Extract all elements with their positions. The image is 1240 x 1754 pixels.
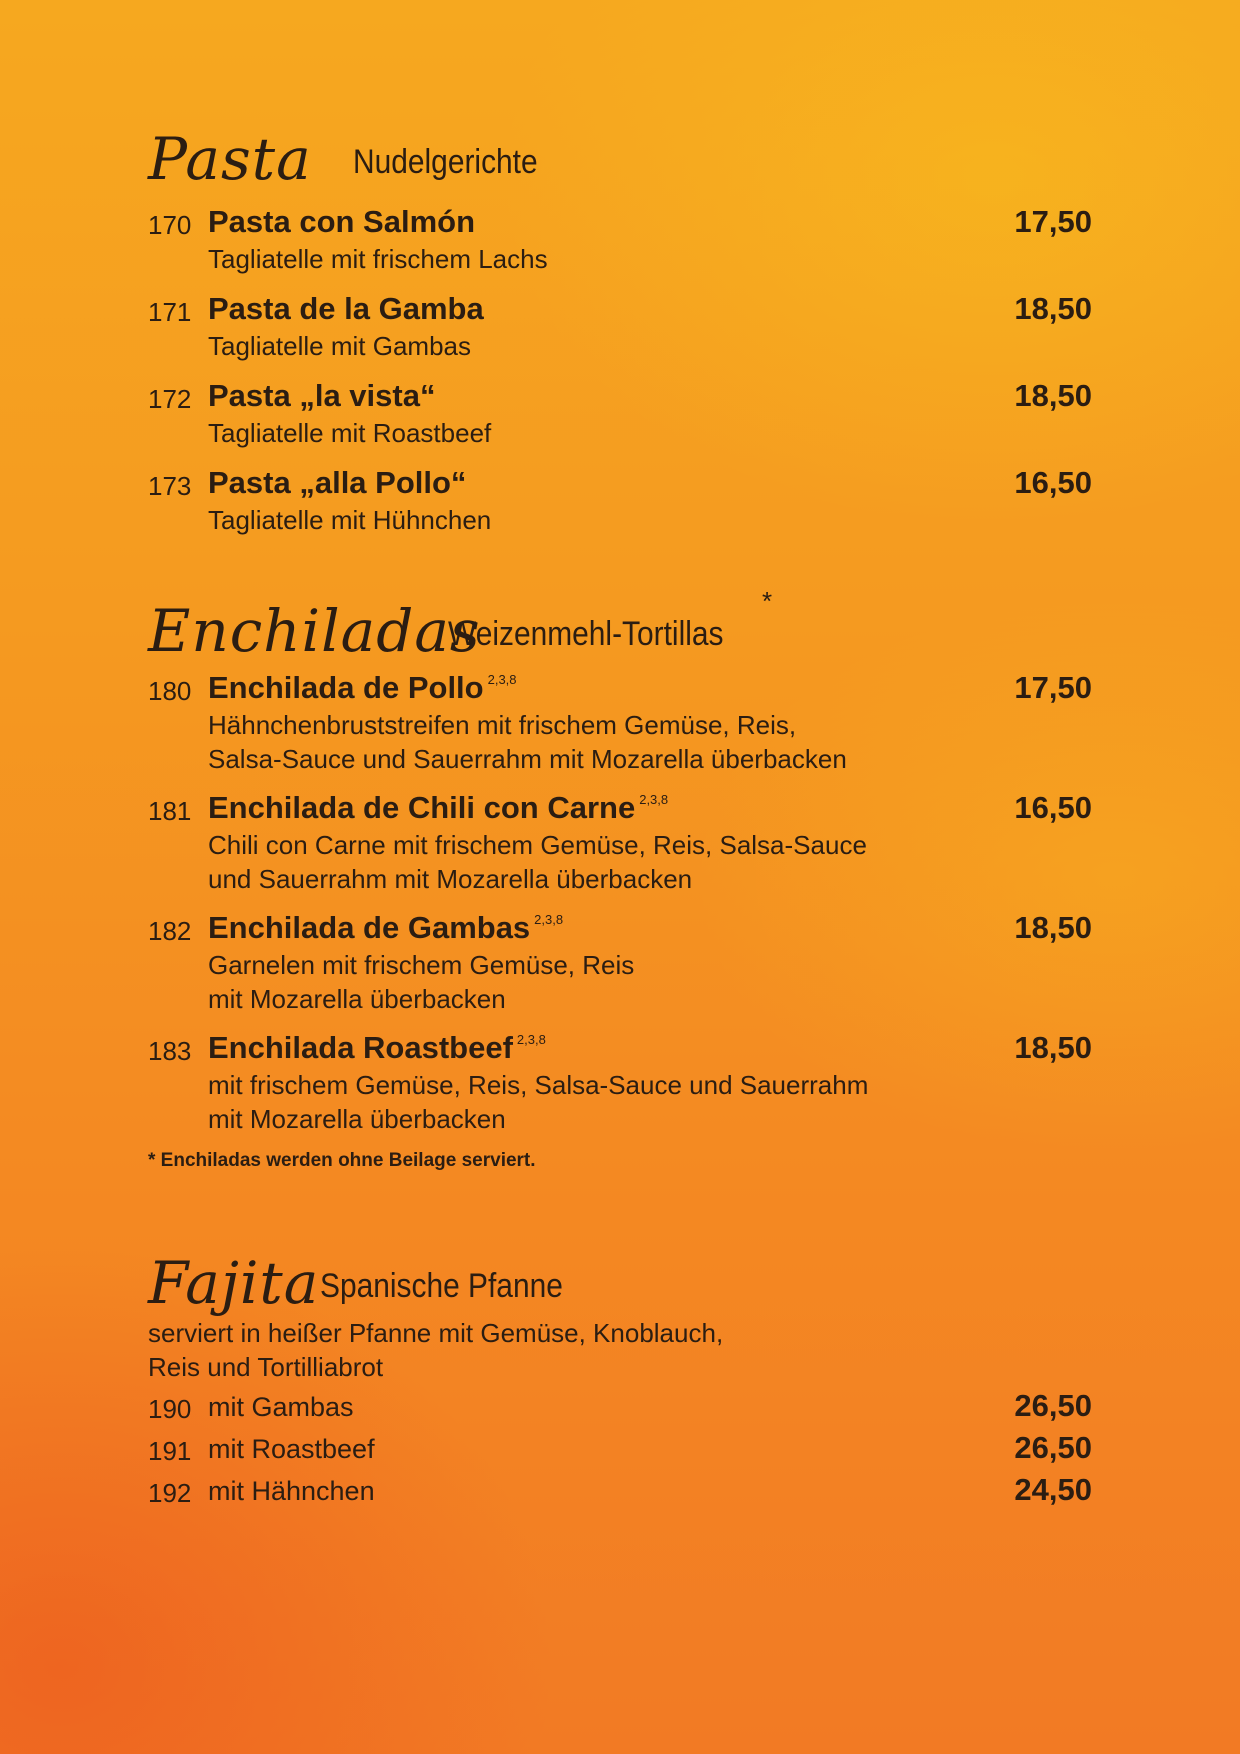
pasta-title: Pasta — [148, 125, 312, 193]
item-price: 26,50 — [1014, 1388, 1092, 1423]
enchiladas-subtitle: Weizenmehl-Tortillas — [448, 615, 724, 653]
item-description-line-1: Garnelen mit frischem Gemüse, Reis — [208, 950, 635, 980]
item-price: 24,50 — [1014, 1472, 1092, 1507]
item-number: 173 — [148, 471, 192, 501]
item-description-line-2: mit Mozarella überbacken — [208, 984, 506, 1014]
item-name: mit Roastbeef — [208, 1434, 375, 1464]
item-description: Tagliatelle mit frischem Lachs — [208, 244, 548, 274]
item-number: 183 — [148, 1036, 192, 1066]
allergen-codes: 2,3,8 — [487, 672, 517, 687]
enchiladas-footnote-marker: * — [762, 586, 773, 616]
fajita-intro-line-1: serviert in heißer Pfanne mit Gemüse, Knoblauch, — [148, 1318, 724, 1348]
item-name: Pasta „la vista“ — [208, 378, 436, 413]
item-price: 17,50 — [1014, 670, 1092, 705]
enchiladas-heading — [148, 580, 1092, 665]
fajita-subtitle: Spanische Pfanne — [320, 1267, 563, 1305]
item-name: Enchilada de Gambas $^{2,3,8}$ — [208, 910, 564, 945]
fajita-section — [148, 1232, 1092, 1317]
item-name: mit Hähnchen — [208, 1476, 375, 1506]
item-price: 18,50 — [1014, 291, 1092, 326]
item-description-line-1: Hähnchenbruststreifen mit frischem Gemüse, Reis, — [208, 710, 797, 740]
item-number: 170 — [148, 210, 192, 240]
item-number: 172 — [148, 384, 192, 414]
enchiladas-note: * Enchiladas werden ohne Beilage serviert. — [148, 1150, 536, 1171]
item-description-line-2: und Sauerrahm mit Mozarella überbacken — [208, 864, 693, 894]
item-name: mit Gambas — [208, 1392, 354, 1422]
pasta-subtitle: Nudelgerichte — [353, 143, 538, 181]
item-number: 180 — [148, 676, 192, 706]
item-number: 181 — [148, 796, 192, 826]
item-price: 18,50 — [1014, 910, 1092, 945]
item-name: Pasta „alla Pollo“ — [208, 465, 467, 500]
item-price: 18,50 — [1014, 1030, 1092, 1065]
allergen-codes: 2,3,8 — [516, 1032, 546, 1047]
item-price: 26,50 — [1014, 1430, 1092, 1465]
item-description-line-2: mit Mozarella überbacken — [208, 1104, 506, 1134]
item-name: Enchilada de Chili con Carne $^{2,3,8}$ — [208, 790, 669, 825]
allergen-codes: 2,3,8 — [534, 912, 564, 927]
item-name: Enchilada Roastbeef $^{2,3,8}$ — [208, 1030, 546, 1065]
fajita-heading — [148, 1232, 1092, 1317]
item-name: Pasta de la Gamba — [208, 291, 484, 326]
item-number: 192 — [148, 1478, 192, 1508]
item-name: Enchilada de Pollo $^{2,3,8}$ — [208, 670, 517, 705]
item-price: 17,50 — [1014, 204, 1092, 239]
item-description: Tagliatelle mit Gambas — [208, 331, 471, 361]
pasta-heading — [148, 108, 1092, 193]
fajita-title: Fajita — [148, 1249, 320, 1317]
item-number: 171 — [148, 297, 192, 327]
item-price: 18,50 — [1014, 378, 1092, 413]
enchiladas-title: Enchiladas — [148, 597, 481, 665]
item-description-line-1: Chili con Carne mit frischem Gemüse, Reis, Salsa-Sauce — [208, 830, 867, 860]
item-description: Tagliatelle mit Roastbeef — [208, 418, 492, 448]
pasta-section — [148, 108, 1092, 193]
allergen-codes: 2,3,8 — [639, 792, 669, 807]
item-price: 16,50 — [1014, 465, 1092, 500]
item-number: 191 — [148, 1436, 192, 1466]
fajita-intro-line-2: Reis und Tortilliabrot — [148, 1352, 384, 1382]
enchiladas-section — [148, 580, 1092, 665]
item-number: 190 — [148, 1394, 192, 1424]
item-description: Tagliatelle mit Hühnchen — [208, 505, 492, 535]
item-description-line-1: mit frischem Gemüse, Reis, Salsa-Sauce und Sauerrahm — [208, 1070, 869, 1100]
item-name: Pasta con Salmón — [208, 204, 476, 239]
item-description-line-2: Salsa-Sauce und Sauerrahm mit Mozarella überbacken — [208, 744, 847, 774]
item-price: 16,50 — [1014, 790, 1092, 825]
item-number: 182 — [148, 916, 192, 946]
